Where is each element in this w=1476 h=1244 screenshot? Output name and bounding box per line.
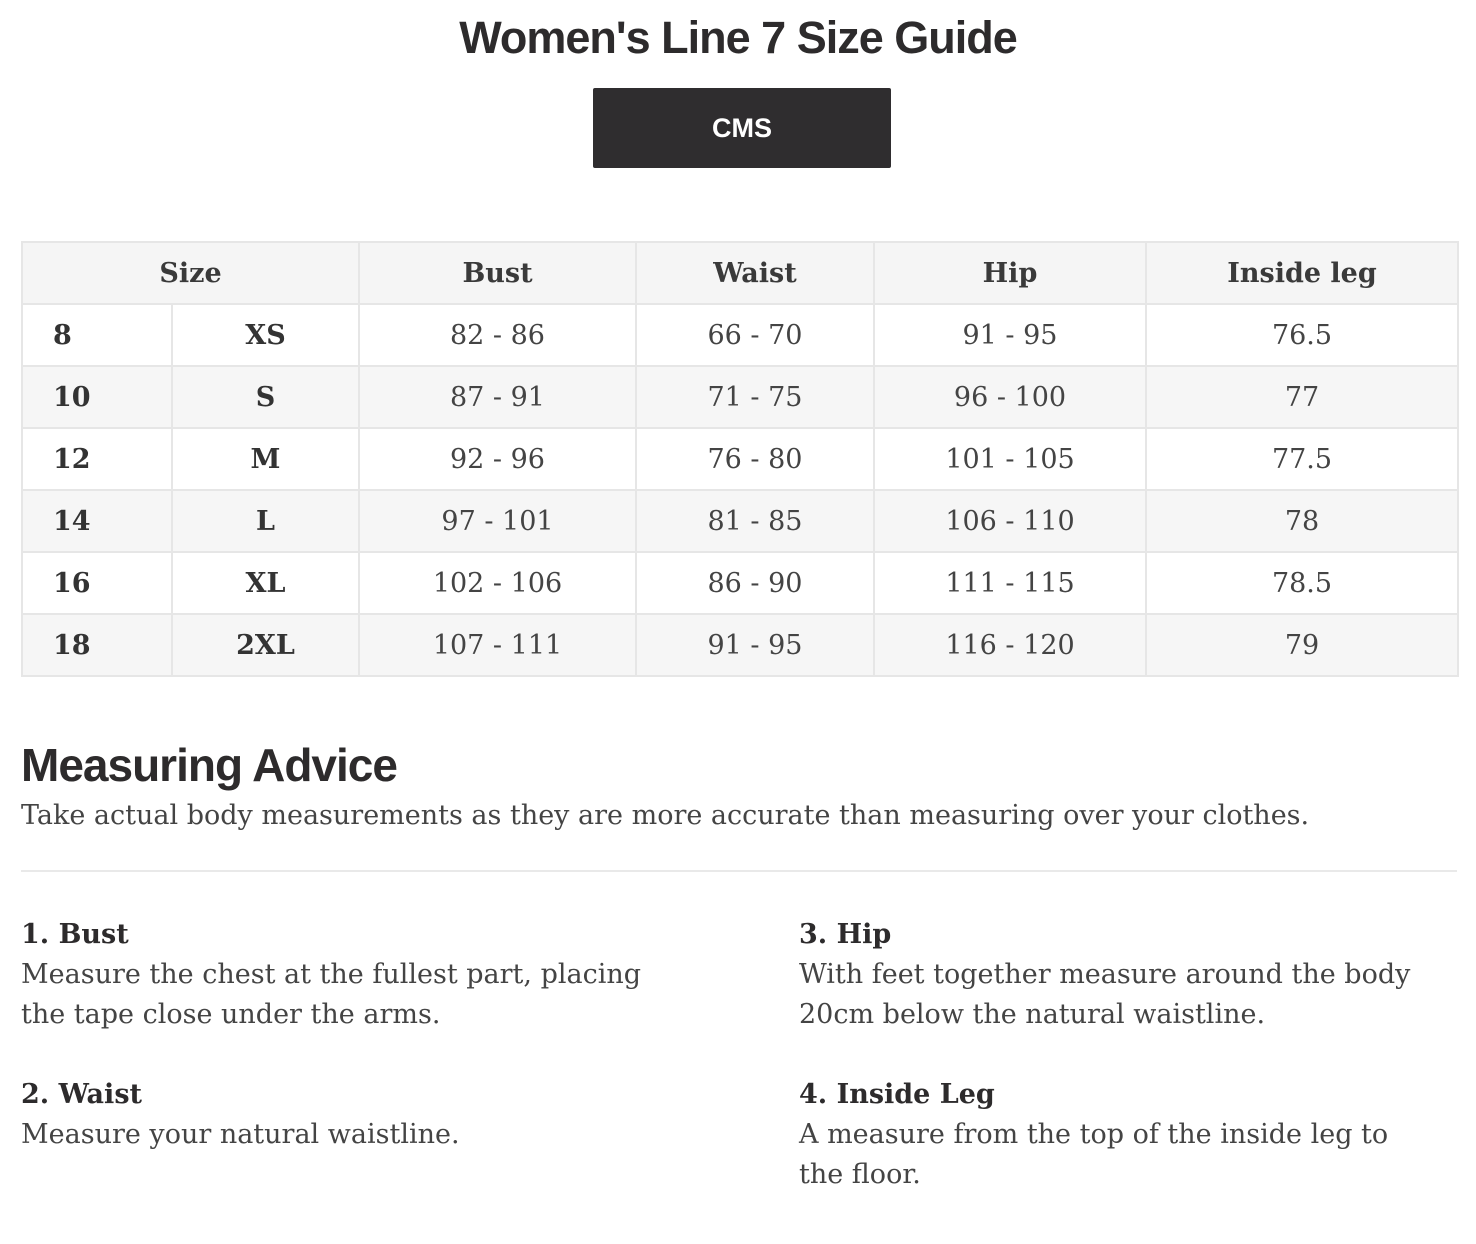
page-title: Women's Line 7 Size Guide [459, 12, 1017, 63]
table-row [22, 428, 1458, 490]
bust-value: 87 - 91 [359, 366, 636, 428]
waist-value: 86 - 90 [636, 552, 874, 614]
header-size: Size [22, 242, 359, 304]
table-row [22, 552, 1458, 614]
inside-leg-value: 78.5 [1146, 552, 1458, 614]
bust-value: 102 - 106 [359, 552, 636, 614]
size-number: 12 [22, 428, 172, 490]
tip-title: 1. Bust [21, 919, 129, 950]
tip-text: With feet together measure around the body 20cm below the natural waistline. [799, 959, 1411, 1030]
section-divider [21, 870, 1457, 872]
measuring-advice-heading: Measuring Advice [21, 739, 397, 791]
tip-title: 3. Hip [799, 919, 892, 950]
size-number: 16 [22, 552, 172, 614]
size-number: 18 [22, 614, 172, 676]
size-table [21, 241, 1459, 677]
inside-leg-value: 77 [1146, 366, 1458, 428]
table-header-row [22, 242, 1458, 304]
size-number: 8 [22, 304, 172, 366]
hip-value: 111 - 115 [874, 552, 1146, 614]
waist-value: 91 - 95 [636, 614, 874, 676]
tip-bust [21, 915, 681, 1035]
size-letter: S [172, 366, 359, 428]
size-letter: L [172, 490, 359, 552]
tip-hip [799, 915, 1439, 1035]
bust-value: 82 - 86 [359, 304, 636, 366]
size-number: 14 [22, 490, 172, 552]
unit-toggle-button[interactable]: CMS [593, 88, 891, 168]
inside-leg-value: 78 [1146, 490, 1458, 552]
size-letter: XL [172, 552, 359, 614]
header-bust: Bust [359, 242, 636, 304]
tip-title: 2. Waist [21, 1079, 142, 1110]
hip-value: 101 - 105 [874, 428, 1146, 490]
bust-value: 92 - 96 [359, 428, 636, 490]
bust-value: 97 - 101 [359, 490, 636, 552]
bust-value: 107 - 111 [359, 614, 636, 676]
size-number: 10 [22, 366, 172, 428]
size-letter: 2XL [172, 614, 359, 676]
tip-title: 4. Inside Leg [799, 1079, 995, 1110]
waist-value: 81 - 85 [636, 490, 874, 552]
header-waist: Waist [636, 242, 874, 304]
inside-leg-value: 79 [1146, 614, 1458, 676]
waist-value: 76 - 80 [636, 428, 874, 490]
hip-value: 106 - 110 [874, 490, 1146, 552]
table-row [22, 304, 1458, 366]
size-letter: M [172, 428, 359, 490]
header-hip: Hip [874, 242, 1146, 304]
table-row [22, 490, 1458, 552]
inside-leg-value: 77.5 [1146, 428, 1458, 490]
tip-text: Measure the chest at the fullest part, placing the tape close under the arms. [21, 959, 642, 1030]
table-row [22, 366, 1458, 428]
tip-text: Measure your natural waistline. [21, 1119, 460, 1150]
measuring-advice-intro: Take actual body measurements as they are more accurate than measuring over your clothes. [21, 800, 1310, 831]
table-row [22, 614, 1458, 676]
inside-leg-value: 76.5 [1146, 304, 1458, 366]
waist-value: 66 - 70 [636, 304, 874, 366]
tip-inside-leg [799, 1075, 1439, 1195]
header-inside-leg: Inside leg [1146, 242, 1458, 304]
waist-value: 71 - 75 [636, 366, 874, 428]
size-letter: XS [172, 304, 359, 366]
tip-text: A measure from the top of the inside leg to the floor. [799, 1119, 1389, 1190]
tip-waist [21, 1075, 681, 1155]
hip-value: 91 - 95 [874, 304, 1146, 366]
hip-value: 96 - 100 [874, 366, 1146, 428]
hip-value: 116 - 120 [874, 614, 1146, 676]
